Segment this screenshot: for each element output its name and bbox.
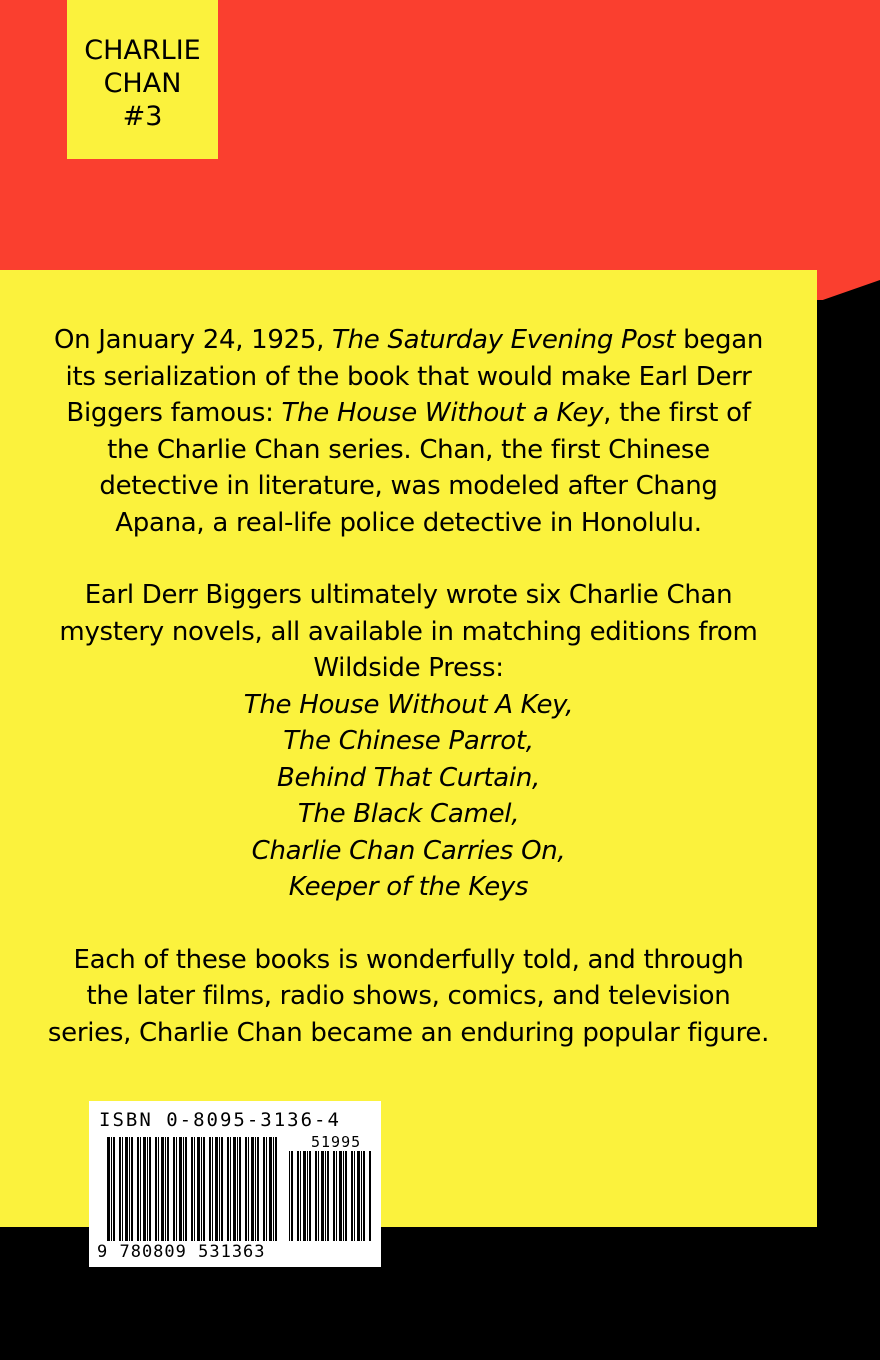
p1-line-4: the Charlie Chan series. Chan, the first Chinese — [107, 434, 710, 465]
series-tag-line3: #3 — [122, 101, 163, 132]
blurb-paragraph-1 — [0, 322, 817, 541]
isbn-label: ISBN 0-8095-3136-4 — [99, 1109, 341, 1131]
title-item: Keeper of the Keys — [288, 872, 529, 902]
p3-line-3: series, Charlie Chan became an enduring popular figure. — [47, 1017, 770, 1048]
blurb-text — [0, 322, 817, 1051]
p3-line-2: the later films, radio shows, comics, and television — [86, 981, 731, 1011]
p1-line-3: Biggers famous: The House Without a Key, the first of — [66, 398, 751, 428]
series-tag — [67, 0, 218, 159]
title-item: Charlie Chan Carries On, — [251, 835, 566, 866]
p2-line-2: mystery novels, all available in matching editions from — [59, 616, 758, 647]
blurb-paragraph-3 — [0, 942, 817, 1052]
title-item: Behind That Curtain, — [277, 762, 540, 793]
p2-line-3: Wildside Press: — [313, 653, 504, 683]
p1-line-2: its serialization of the book that would make Earl Derr — [65, 361, 752, 392]
isbn-barcode — [89, 1101, 381, 1267]
p3-line-1: Each of these books is wonderfully told, and through — [73, 944, 744, 975]
p2-line-1: Earl Derr Biggers ultimately wrote six Charlie Chan — [84, 580, 733, 610]
price-code: 51995 — [311, 1133, 362, 1151]
series-tag-line2: CHAN — [103, 68, 182, 99]
title-item: The Chinese Parrot, — [283, 726, 534, 756]
book-title: The House Without a Key — [281, 398, 604, 428]
series-tag-line1: CHARLIE — [84, 35, 201, 66]
magazine-title: The Saturday Evening Post — [332, 325, 676, 355]
p1-line-5: detective in literature, was modeled after Chang — [99, 471, 718, 501]
p1-line-1: On January 24, 1925, The Saturday Evening Post began — [53, 325, 764, 355]
p1-line-6: Apana, a real-life police detective in Honolulu. — [115, 507, 702, 538]
blurb-paragraph-2 — [0, 577, 817, 906]
ean-digits: 9 780809 531363 — [97, 1242, 266, 1262]
title-item: The House Without A Key, — [243, 689, 574, 720]
title-list — [244, 690, 573, 903]
title-item: The Black Camel, — [297, 799, 520, 829]
